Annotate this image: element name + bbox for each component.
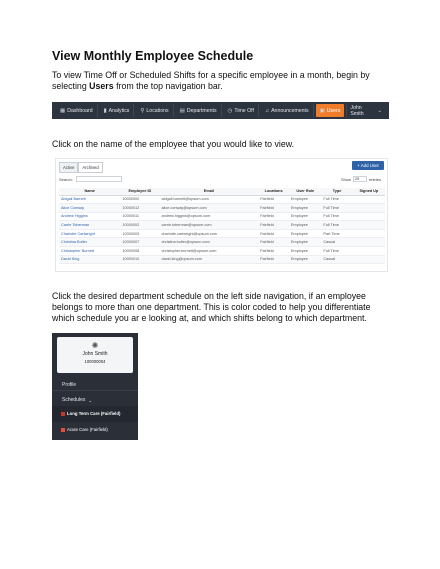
chevron-down-icon: ⌄	[377, 107, 382, 114]
announcements-icon: ♫	[264, 107, 270, 114]
table-cell: 10000000	[120, 195, 159, 204]
users-table	[59, 188, 385, 264]
table-cell: charlotte.cartwright@opsum.com	[159, 229, 258, 238]
table-cell: 10000008	[120, 247, 159, 256]
department-label: Long Term Care (Fairfield)	[67, 411, 121, 416]
table-cell: Full Time	[321, 195, 352, 204]
tab-active[interactable]: Active	[59, 162, 78, 173]
employee-name-link[interactable]: Charlotte Cartwright	[59, 229, 120, 238]
nav-item-users[interactable]	[316, 104, 345, 117]
sidebar-item-profile[interactable]: Profile	[52, 380, 138, 391]
table-cell: Employee	[289, 229, 321, 238]
intro-text-after: from the top navigation bar.	[113, 81, 223, 91]
department-color-swatch	[61, 428, 65, 432]
nav-item-departments[interactable]	[176, 104, 222, 117]
sidebar-item-acute-care[interactable]	[61, 427, 108, 432]
page-size-select[interactable]: 25	[353, 176, 367, 182]
column-header[interactable]: Type	[321, 188, 352, 195]
column-header[interactable]: Email	[159, 188, 258, 195]
table-cell: carrie.toberman@opsum.com	[159, 221, 258, 230]
nav-item-announcements[interactable]	[261, 104, 314, 117]
employee-name-link[interactable]: Alice Conway	[59, 204, 120, 213]
table-cell: 10000012	[120, 204, 159, 213]
table-cell	[353, 195, 385, 204]
entries-label: entries	[368, 176, 381, 182]
table-row	[59, 229, 385, 238]
nav-item-label: Users	[326, 107, 341, 114]
users-table-tabs	[59, 162, 103, 173]
table-row	[59, 221, 385, 230]
table-cell: Part Time	[321, 229, 352, 238]
table-row	[59, 204, 385, 213]
nav-item-label: Dashboard	[67, 107, 93, 114]
nav-item-label: Analytics	[108, 107, 130, 114]
nav-item-label: Locations	[146, 107, 169, 114]
employee-name-link[interactable]: Christopher Burnett	[59, 247, 120, 256]
analytics-icon: ▮	[103, 107, 107, 114]
table-cell	[353, 238, 385, 247]
column-header[interactable]: Name	[59, 188, 120, 195]
table-cell	[353, 221, 385, 230]
nav-item-analytics[interactable]	[100, 104, 135, 117]
table-cell: Employee	[289, 221, 321, 230]
table-cell: Casual	[321, 255, 352, 264]
table-cell: Fairfield	[258, 247, 289, 256]
nav-item-label: Announcements	[271, 107, 309, 114]
table-cell: 10000003	[120, 229, 159, 238]
employee-name-link[interactable]: Andrew Higgins	[59, 212, 120, 221]
table-cell: christopher.burnett@opsum.com	[159, 247, 258, 256]
employee-name-link[interactable]: Christina Butler	[59, 238, 120, 247]
employee-name-link[interactable]: David King	[59, 255, 120, 264]
table-cell	[353, 229, 385, 238]
table-cell	[353, 247, 385, 256]
table-cell: Employee	[289, 204, 321, 213]
table-cell: Employee	[289, 247, 321, 256]
table-cell: Employee	[289, 212, 321, 221]
column-header[interactable]: User Role	[289, 188, 321, 195]
intro-text-before: To view Time Off or Scheduled Shifts for a specific employee in a month, begin by selecting	[52, 70, 370, 91]
intro-users-bold: Users	[89, 81, 114, 91]
avatar-icon: ✺	[91, 341, 99, 350]
table-cell: david.king@opsum.com	[159, 255, 258, 264]
departments-icon: ▤	[179, 107, 185, 114]
table-cell: Full Time	[321, 204, 352, 213]
table-cell: abigail.barnett@opsum.com	[159, 195, 258, 204]
table-page-size	[341, 176, 381, 182]
nav-user-menu[interactable]	[346, 104, 385, 117]
table-cell: christina.butler@opsum.com	[159, 238, 258, 247]
employee-id: 100000004	[84, 359, 106, 364]
nav-item-locations[interactable]	[136, 104, 173, 117]
table-search	[59, 176, 122, 182]
table-cell: andrew.higgins@opsum.com	[159, 212, 258, 221]
table-cell: Full Time	[321, 247, 352, 256]
step3-paragraph: Click the desired department schedule on the left side navigation, if an employee belongs to more than one department. This is color coded to help you differentiate which schedule you ar e looking at, and which shifts belong to which department.	[52, 291, 371, 323]
employee-name-link[interactable]: Carrie Toberman	[59, 221, 120, 230]
table-row	[59, 212, 385, 221]
tab-archived[interactable]: Archived	[78, 162, 102, 173]
users-icon: ▣	[319, 107, 325, 114]
table-cell: Fairfield	[258, 221, 289, 230]
table-cell: Fairfield	[258, 255, 289, 264]
table-cell: 10000007	[120, 238, 159, 247]
table-row	[59, 238, 385, 247]
table-cell: Fairfield	[258, 229, 289, 238]
show-label: Show	[340, 176, 351, 182]
table-cell: 10000002	[120, 221, 159, 230]
department-color-swatch	[61, 412, 65, 416]
sidebar-item-long-term-care[interactable]	[61, 411, 120, 416]
intro-paragraph	[52, 70, 392, 92]
table-cell: Fairfield	[258, 204, 289, 213]
nav-item-label: Departments	[186, 107, 217, 114]
search-label: Search:	[59, 176, 73, 182]
table-cell	[353, 212, 385, 221]
table-cell: Employee	[289, 255, 321, 264]
table-row	[59, 255, 385, 264]
employee-name-link[interactable]: Abigail Barnett	[59, 195, 120, 204]
time-off-icon: ◷	[227, 107, 233, 114]
dashboard-icon: ▦	[60, 107, 66, 114]
table-row	[59, 195, 385, 204]
schedules-label: Schedules	[62, 397, 86, 403]
sidebar-screenshot	[52, 333, 138, 440]
locations-icon: ⚲	[140, 107, 145, 114]
table-cell: Casual	[321, 238, 352, 247]
table-cell: Full Time	[321, 221, 352, 230]
column-header[interactable]: Locations	[258, 188, 289, 195]
nav-item-time-off[interactable]	[224, 104, 259, 117]
step2-paragraph: Click on the name of the employee that you would like to view.	[52, 139, 295, 149]
table-cell: alice.conway@opsum.com	[159, 204, 258, 213]
navigation-bar-screenshot	[52, 102, 389, 119]
search-input[interactable]	[76, 176, 122, 182]
page-title: View Monthly Employee Schedule	[52, 49, 254, 63]
users-table-screenshot	[55, 158, 388, 272]
department-label: Acute Care (Fairfield)	[67, 427, 108, 432]
table-cell: Full Time	[321, 212, 352, 221]
table-cell: 10000010	[120, 255, 159, 264]
employee-name: John Smith	[82, 351, 108, 357]
table-cell: Employee	[289, 195, 321, 204]
employee-card	[57, 337, 133, 373]
nav-item-dashboard[interactable]	[56, 104, 98, 117]
table-cell: Fairfield	[258, 238, 289, 247]
nav-item-label: Time Off	[234, 107, 254, 114]
table-cell: Fairfield	[258, 195, 289, 204]
table-cell	[353, 204, 385, 213]
table-cell	[353, 255, 385, 264]
table-row	[59, 247, 385, 256]
nav-user-name: John Smith	[350, 104, 364, 117]
table-cell: Employee	[289, 238, 321, 247]
table-cell: Fairfield	[258, 212, 289, 221]
column-header[interactable]: Employee ID	[120, 188, 159, 195]
sidebar-item-schedules[interactable]	[52, 395, 138, 406]
table-cell: 10000011	[120, 212, 159, 221]
add-user-button[interactable]: + Add User	[352, 161, 384, 170]
chevron-down-icon: ⌄	[88, 398, 93, 403]
column-header[interactable]: Signed Up	[353, 188, 385, 195]
